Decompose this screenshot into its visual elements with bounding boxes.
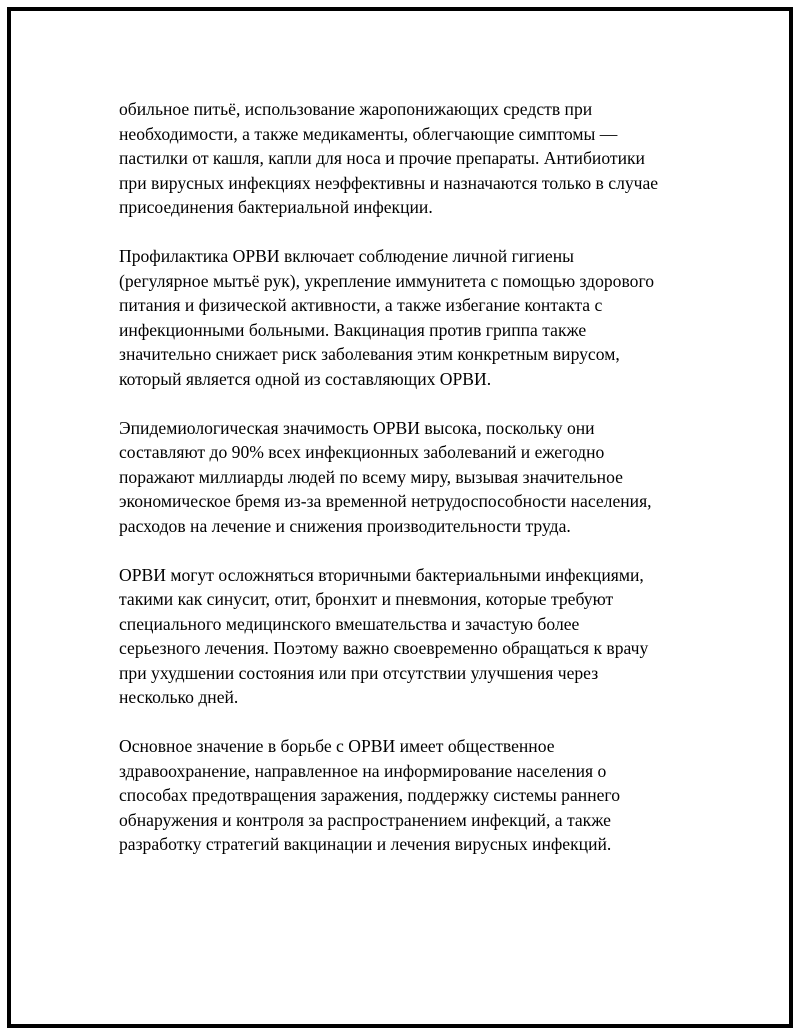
document-body — [119, 97, 719, 881]
paragraph-complications: ОРВИ могут осложняться вторичными бактериальными инфекциями, такими как синусит, отит, бронхит и пневмония, которые требуют специального медицинского вмешательства и зачастую более серьезного лечения. Поэтому важно своевременно обращаться к врачу при ухудшении состояния или при отсутствии улучшения через несколько дней. — [119, 564, 649, 707]
page-frame — [7, 7, 793, 1028]
paragraph-public-health: Основное значение в борьбе с ОРВИ имеет общественное здравоохранение, направленное на информирование населения о способах предотвращения заражения, поддержку системы раннего обнаружения и контроля за распространением инфекций, а также разработку стратегий вакцинации и лечения вирусных инфекций. — [119, 736, 620, 854]
paragraph-epidemiology: Эпидемиологическая значимость ОРВИ высока, поскольку они составляют до 90% всех инфекционных заболеваний и ежегодно поражают миллиарды людей по всему миру, вызывая значительное экономическое бремя из-за временной нетрудоспособности населения, расходов на лечение и снижения производительности труда. — [119, 417, 652, 536]
paragraph-prevention: Профилактика ОРВИ включает соблюдение личной гигиены (регулярное мытьё рук), укрепление иммунитета с помощью здорового питания и физической активности, а также избегание контакта с инфекционными больными. Вакцинация против гриппа также значительно снижает риск заболевания этим конкретным вирусом, который является одной из составляющих ОРВИ. — [119, 246, 655, 389]
paragraph-treatment: обильное питьё, использование жаропонижающих средств при необходимости, а также медикаменты, облегчающие симптомы — пастилки от кашля, капли для носа и прочие препараты. Антибиотики при вирусных инфекциях неэффективны и назначаются только в случае присоединения бактериальной инфекции. — [119, 99, 659, 217]
